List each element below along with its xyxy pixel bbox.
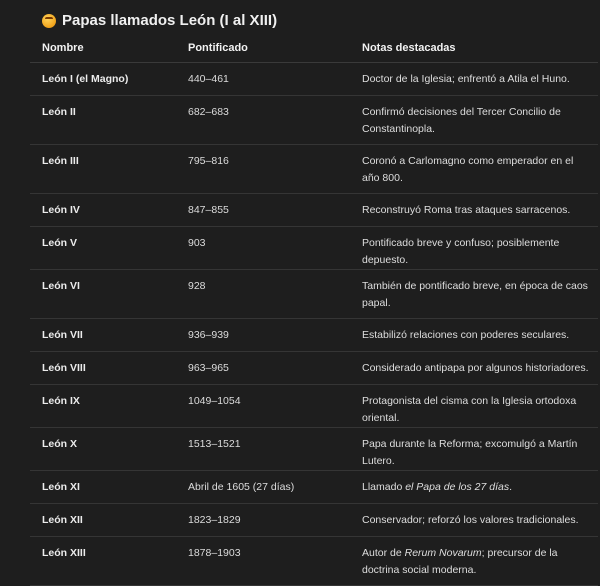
notes-prefix: Llamado — [362, 481, 406, 493]
cell-notes: Doctor de la Iglesia; enfrentó a Atila el Huno. — [350, 63, 598, 96]
table-header-row — [30, 36, 598, 63]
header-name: Nombre — [30, 36, 176, 63]
cell-pontificate: 936–939 — [176, 319, 350, 352]
table-row — [30, 319, 598, 352]
table-row — [30, 194, 598, 227]
cell-name: León VIII — [30, 352, 176, 385]
header-notes: Notas destacadas — [350, 36, 598, 63]
table-row — [30, 352, 598, 385]
table-row — [30, 428, 598, 471]
cell-notes: Considerado antipapa por algunos historiadores. — [350, 352, 598, 385]
popes-table — [30, 36, 598, 586]
cell-notes — [350, 471, 598, 504]
cell-notes: Confirmó decisiones del Tercer Concilio de Constantinopla. — [350, 96, 598, 145]
cell-pontificate: 847–855 — [176, 194, 350, 227]
header-pontificate: Pontificado — [176, 36, 350, 63]
notes-suffix: ; precursor de la doctrina social moderna. — [362, 547, 558, 576]
notes-prefix: Autor de — [362, 547, 405, 559]
cell-pontificate: 1823–1829 — [176, 504, 350, 537]
cell-notes: También de pontificado breve, en época de caos papal. — [350, 270, 598, 319]
cell-pontificate: 440–461 — [176, 63, 350, 96]
cell-name: León VI — [30, 270, 176, 319]
notes-suffix: . — [509, 481, 513, 493]
cell-notes: Coronó a Carlomagno como emperador en el año 800. — [350, 145, 598, 194]
face-emoji-icon — [42, 14, 56, 28]
cell-notes: Pontificado breve y confuso; posiblemente depuesto. — [350, 227, 598, 270]
cell-pontificate: 795–816 — [176, 145, 350, 194]
cell-name: León XIII — [30, 537, 176, 586]
cell-name: León XI — [30, 471, 176, 504]
cell-notes — [350, 537, 598, 586]
table-row — [30, 96, 598, 145]
cell-name: León X — [30, 428, 176, 471]
cell-notes: Reconstruyó Roma tras ataques sarracenos. — [350, 194, 598, 227]
cell-pontificate: Abril de 1605 (27 días) — [176, 471, 350, 504]
table-row — [30, 145, 598, 194]
cell-pontificate: 682–683 — [176, 96, 350, 145]
table-row — [30, 385, 598, 428]
cell-name: León II — [30, 96, 176, 145]
cell-notes: Conservador; reforzó los valores tradicionales. — [350, 504, 598, 537]
cell-notes: Papa durante la Reforma; excomulgó a Martín Lutero. — [350, 428, 598, 471]
cell-pontificate: 1513–1521 — [176, 428, 350, 471]
cell-name: León XII — [30, 504, 176, 537]
cell-name: León IV — [30, 194, 176, 227]
cell-name: León IX — [30, 385, 176, 428]
table-row — [30, 227, 598, 270]
cell-notes: Estabilizó relaciones con poderes seculares. — [350, 319, 598, 352]
cell-pontificate: 1049–1054 — [176, 385, 350, 428]
page-title-text: Papas llamados León (I al XIII) — [62, 12, 278, 29]
notes-emphasis: Rerum Novarum — [404, 547, 482, 559]
cell-name: León III — [30, 145, 176, 194]
cell-notes: Protagonista del cisma con la Iglesia ortodoxa oriental. — [350, 385, 598, 428]
cell-pontificate: 928 — [176, 270, 350, 319]
page-title — [42, 12, 277, 29]
table-row — [30, 471, 598, 504]
cell-pontificate: 963–965 — [176, 352, 350, 385]
cell-pontificate: 903 — [176, 227, 350, 270]
cell-name: León V — [30, 227, 176, 270]
table-row — [30, 504, 598, 537]
notes-emphasis: el Papa de los 27 días — [405, 481, 510, 493]
table-row — [30, 537, 598, 586]
cell-pontificate: 1878–1903 — [176, 537, 350, 586]
cell-name: León I (el Magno) — [30, 63, 176, 96]
table-row — [30, 270, 598, 319]
cell-name: León VII — [30, 319, 176, 352]
table-row — [30, 63, 598, 96]
